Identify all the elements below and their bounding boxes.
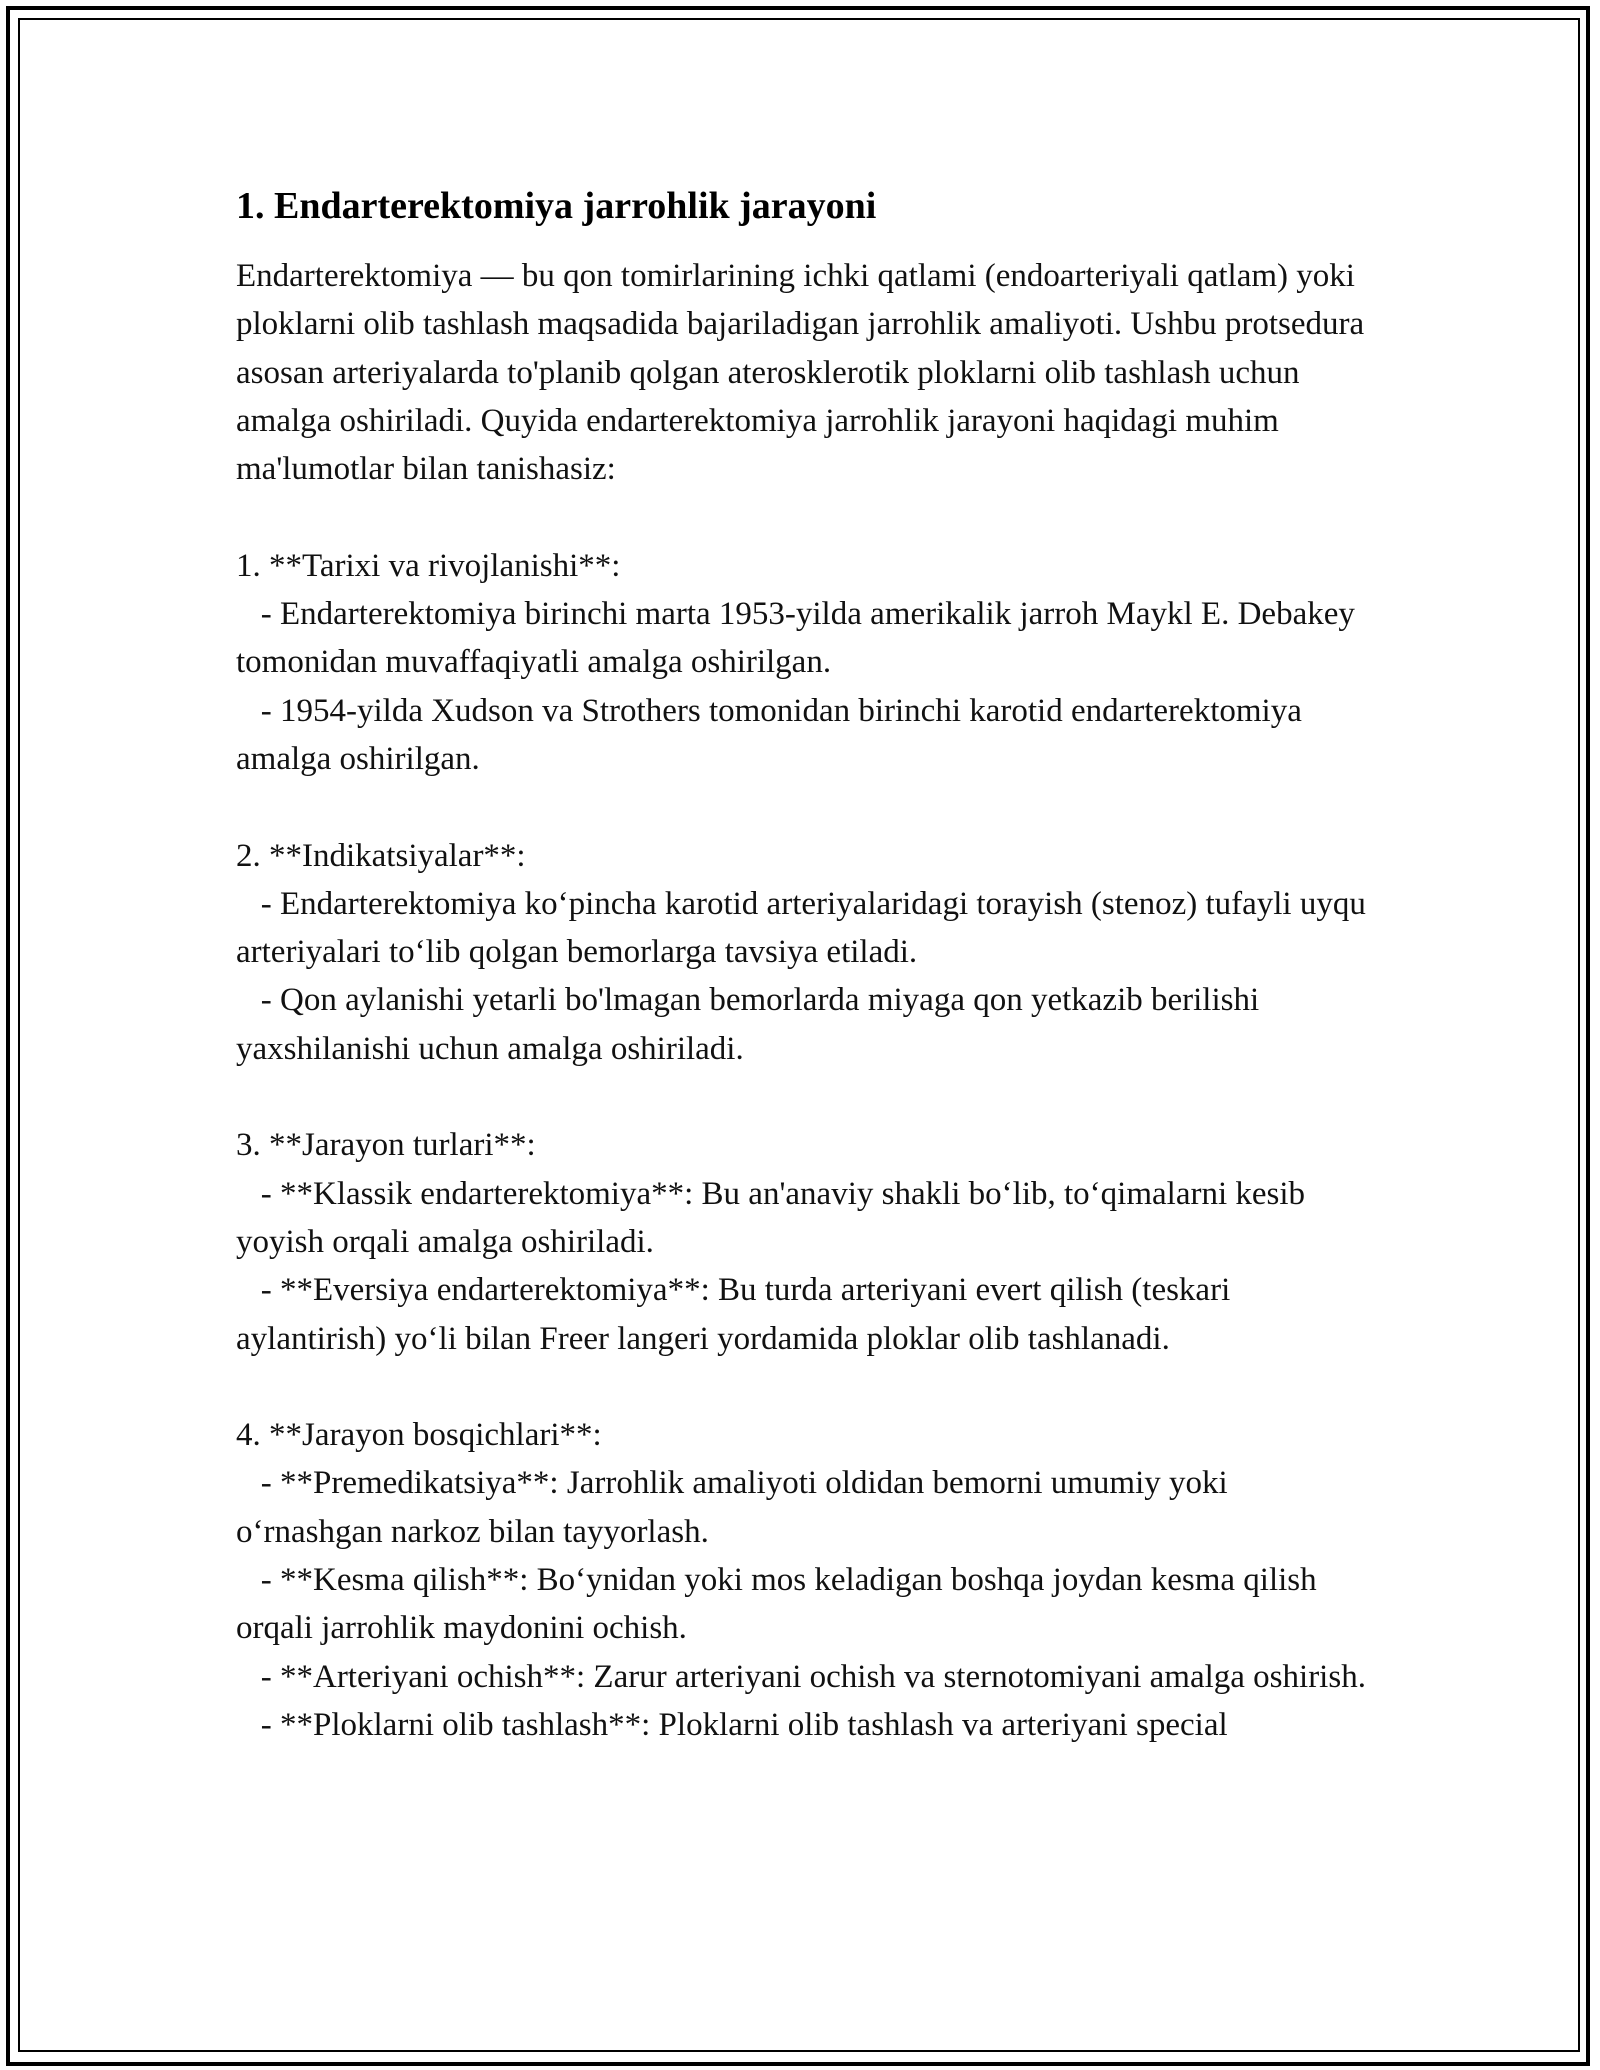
paragraph-gap bbox=[236, 1363, 1372, 1411]
list-item: - 1954-yilda Xudson va Strothers tomonidan birinchi karotid endarterektomiya amalga oshirilgan. bbox=[236, 692, 1311, 777]
list-item: - **Kesma qilish**: Bo‘ynidan yoki mos keladigan boshqa joydan kesma qilish orqali jarrohlik maydonini ochish. bbox=[236, 1562, 1325, 1647]
list-item: - **Klassik endarterektomiya**: Bu an'anaviy shakli bo‘lib, to‘qimalarni kesib yoyish orqali amalga oshiriladi. bbox=[236, 1175, 1314, 1260]
section-types bbox=[236, 1121, 1372, 1362]
section-history bbox=[236, 542, 1372, 783]
section-title: 4. **Jarayon bosqichlari**: bbox=[236, 1417, 602, 1454]
section-heading: 1. Endarterektomiya jarrohlik jarayoni bbox=[236, 185, 877, 227]
list-item: - Endarterektomiya birinchi marta 1953-yilda amerikalik jarroh Maykl E. Debakey tomonidan muvaffaqiyatli amalga oshirilgan. bbox=[236, 596, 1364, 681]
list-item: - Endarterektomiya ko‘pincha karotid arteriyalaridagi torayish (stenoz) tufayli uyqu arteriyalari to‘lib qolgan bemorlarga tavsiya etiladi. bbox=[236, 885, 1375, 971]
paragraph-gap bbox=[236, 783, 1372, 831]
paragraph-gap bbox=[236, 1073, 1372, 1121]
list-item: - **Arteriyani ochish**: Zarur arteriyani ochish va sternotomiyani amalga oshirish. bbox=[236, 1658, 1366, 1695]
document-body bbox=[236, 182, 1375, 1749]
list-item: - **Ploklarni olib tashlash**: Ploklarni olib tashlash va arteriyani special bbox=[236, 1706, 1228, 1743]
list-item: - Qon aylanishi yetarli bo'lmagan bemorlarda miyaga qon yetkazib berilishi yaxshilanishi uchun amalga oshiriladi. bbox=[236, 982, 1268, 1067]
section-title: 2. **Indikatsiyalar**: bbox=[236, 837, 526, 874]
list-item: - **Premedikatsiya**: Jarrohlik amaliyoti oldidan bemorni umumiy yoki o‘rnashgan narkoz bilan tayyorlash. bbox=[236, 1465, 1236, 1550]
section-title: 1. **Tarixi va rivojlanishi**: bbox=[236, 547, 621, 584]
section-stages bbox=[236, 1411, 1372, 1749]
section-indications bbox=[236, 832, 1375, 1073]
section-title: 3. **Jarayon turlari**: bbox=[236, 1127, 536, 1164]
paragraph-gap bbox=[236, 493, 1372, 541]
intro-paragraph: Endarterektomiya — bu qon tomirlarining ichki qatlami (endoarteriyali qatlam) yoki ploklarni olib tashlash maqsadida bajariladigan jarrohlik amaliyoti. Ushbu protsedura asosan arteriyalarda to'planib qolgan aterosklerotik ploklarni olib tashlash uchun amalga oshiriladi. Quyida endarterektomiya jarrohlik jarayoni haqidagi muhim ma'lumotlar bilan tanishasiz: bbox=[236, 258, 1373, 488]
list-item: - **Eversiya endarterektomiya**: Bu turda arteriyani evert qilish (teskari aylantirish) yo‘li bilan Freer langeri yordamida ploklar olib tashlanadi. bbox=[236, 1272, 1239, 1357]
